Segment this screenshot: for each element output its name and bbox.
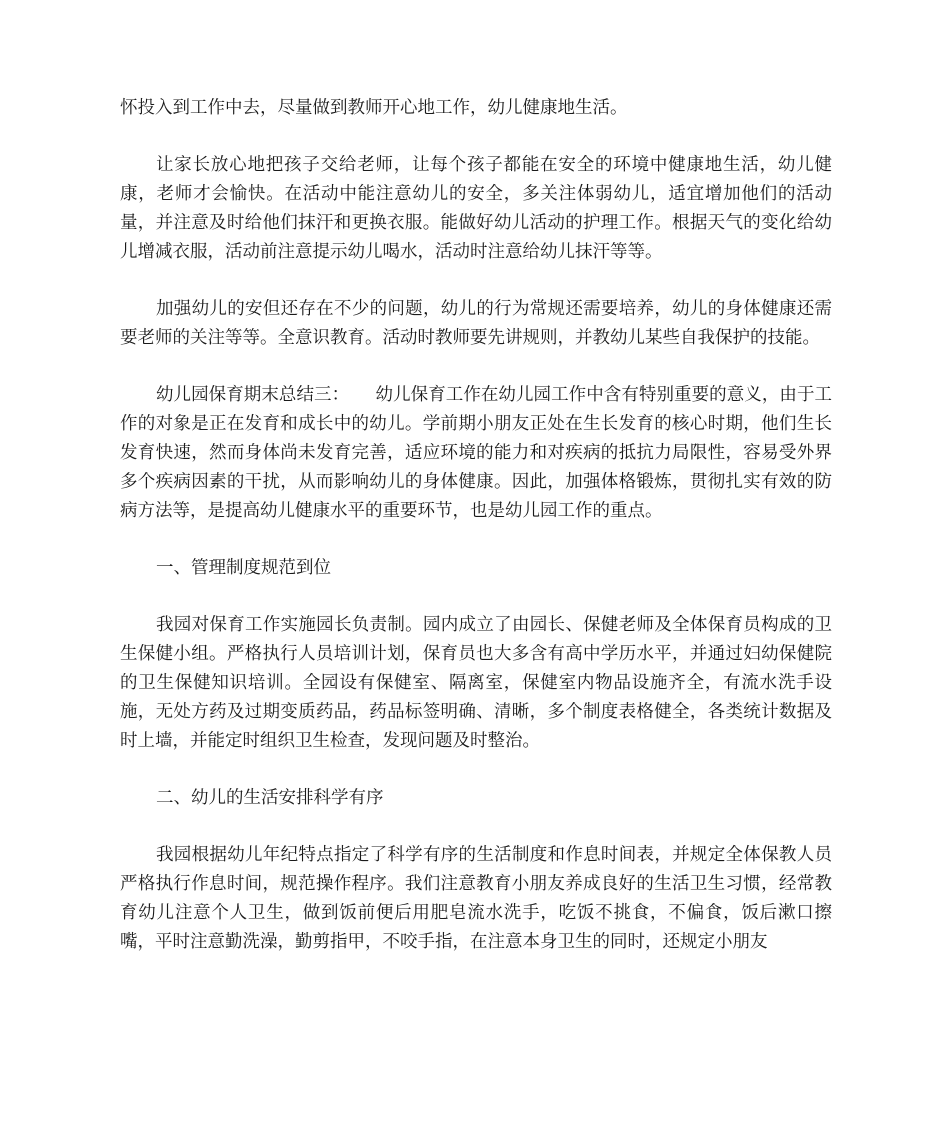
paragraph-parent-reassurance: 让家长放心地把孩子交给老师，让每个孩子都能在安全的环境中健康地生活，幼儿健康，老师才会愉快。在活动中能注意幼儿的安全，多关注体弱幼儿，适宜增加他们的活动量，并注意及时给他们抹汗和更换衣服。能做好幼儿活动的护理工作。根据天气的变化给幼儿增减衣服，活动前注意提示幼儿喝水，活动时注意给幼儿抹汗等等。 [120,155,832,262]
section-heading-management: 一、管理制度规范到位 [156,558,331,578]
section-heading-daily-life: 二、幼儿的生活安排科学有序 [156,788,384,808]
paragraph-summary-three: 幼儿园保育期末总结三： 幼儿保育工作在幼儿园工作中含有特别重要的意义，由于工作的对象是正在发育和成长中的幼儿。学前期小朋友正处在生长发育的核心时期，他们生长发育快速，然而身体尚未发育完善，适应环境的能力和对疾病的抵抗力局限性，容易受外界多个疾病因素的干扰，从而影响幼儿的身体健康。因此，加强体格锻炼，贯彻扎实有效的防病方法等，是提高幼儿健康水平的重要环节，也是幼儿园工作的重点。 [120,385,832,521]
paragraph-safety-awareness: 加强幼儿的安但还存在不少的问题，幼儿的行为常规还需要培养，幼儿的身体健康还需要老师的关注等等。全意识教育。活动时教师要先讲规则，并教幼儿某些自我保护的技能。 [120,299,832,348]
paragraph-continuation: 怀投入到工作中去，尽量做到教师开心地工作，幼儿健康地生活。 [120,98,628,118]
document-page [120,94,832,985]
paragraph-daily-life: 我园根据幼儿年纪特点指定了科学有序的生活制度和作息时间表，并规定全体保教人员严格执行作息时间，规范操作程序。我们注意教育小朋友养成良好的生活卫生习惯，经常教育幼儿注意个人卫生，做到饭前便后用肥皂流水洗手，吃饭不挑食，不偏食，饭后漱口擦嘴，平时注意勤洗澡，勤剪指甲，不咬手指，在注意本身卫生的同时，还规定小朋友 [120,845,832,952]
paragraph-management: 我园对保育工作实施园长负责制。园内成立了由园长、保健老师及全体保育员构成的卫生保健小组。严格执行人员培训计划，保育员也大多含有高中学历水平，并通过妇幼保健院的卫生保健知识培训。全园设有保健室、隔离室，保健室内物品设施齐全，有流水洗手设施，无处方药及过期变质药品，药品标签明确、清晰，多个制度表格健全，各类统计数据及时上墙，并能定时组织卫生检查，发现问题及时整治。 [120,615,832,751]
